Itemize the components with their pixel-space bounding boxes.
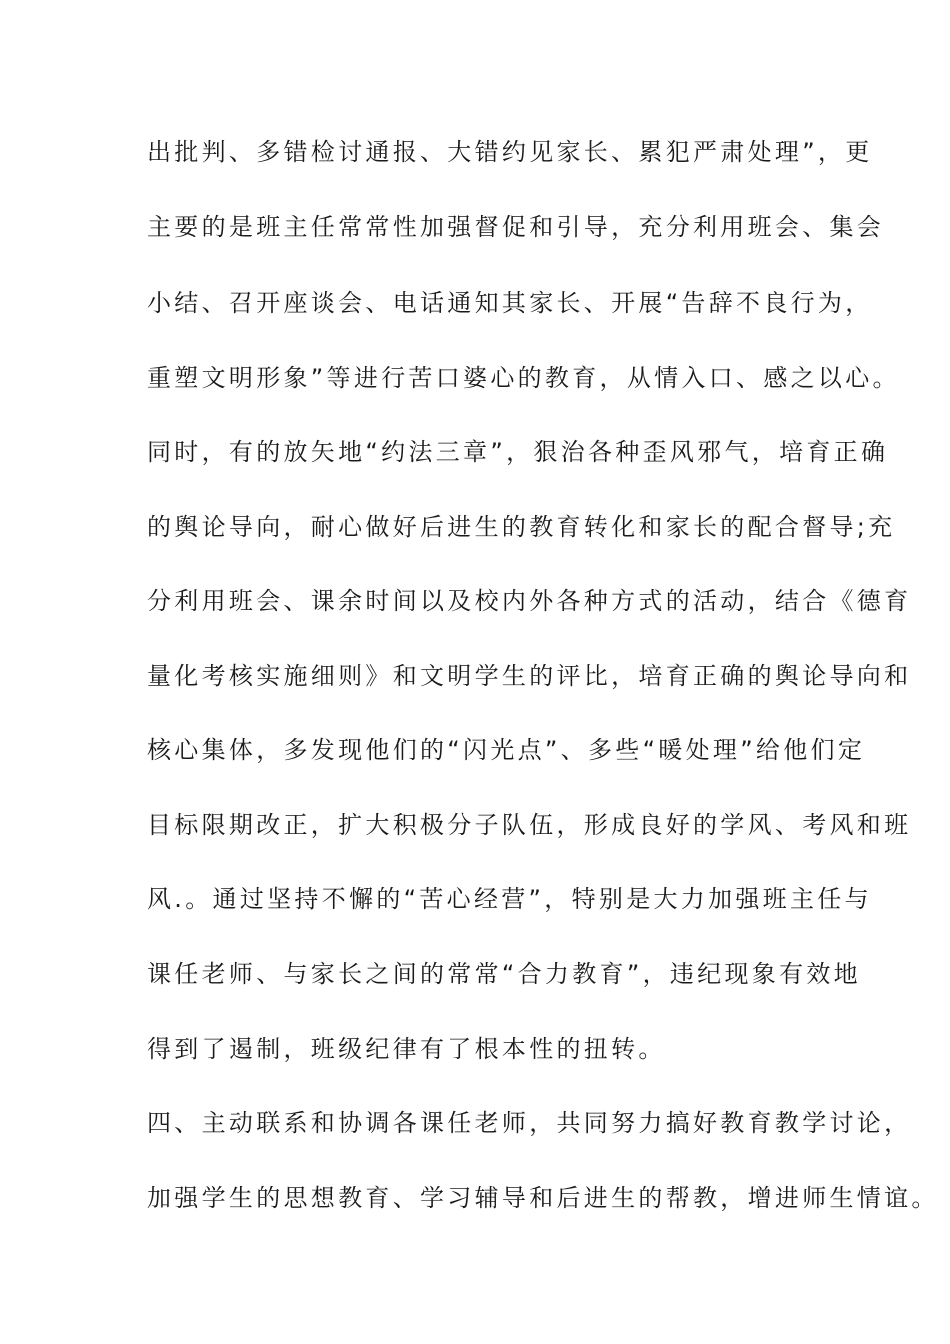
text-line: 量化考核实施细则》和文明学生的评比，培育正确的舆论导向和: [147, 662, 912, 690]
text-line: 课任老师、与家长之间的常常“合力教育”，违纪现象有效地: [147, 960, 861, 988]
text-line: 分利用班会、课余时间以及校内外各种方式的活动，结合《德育: [147, 587, 912, 615]
text-line: 出批判、多错检讨通报、大错约见家长、累犯严肃处理”，更: [147, 138, 873, 166]
text-line: 同时，有的放矢地“约法三章”，狠治各种歪风邪气，培育正确: [147, 438, 889, 466]
text-line: 风.。通过坚持不懈的“苦心经营”，特别是大力加强班主任与: [147, 885, 872, 913]
text-line: 小结、召开座谈会、电话通知其家长、开展“告辞不良行为，: [147, 289, 873, 317]
text-line: 四、主动联系和协调各课任老师，共同努力搞好教育教学讨论，: [147, 1109, 912, 1137]
text-line: 得到了遏制，班级纪律有了根本性的扭转。: [147, 1035, 666, 1063]
text-line: 的舆论导向，耐心做好后进生的教育转化和家长的配合督导;充: [147, 513, 896, 541]
text-line: 主要的是班主任常常性加强督促和引导，充分利用班会、集会: [147, 213, 885, 241]
text-line: 重塑文明形象”等进行苦口婆心的教育，从情入口、感之以心。: [147, 364, 900, 392]
text-line: 核心集体，多发现他们的“闪光点”、多些“暖处理”给他们定: [147, 736, 866, 764]
text-line: 目标限期改正，扩大积极分子队伍，形成良好的学风、考风和班: [147, 811, 912, 839]
text-line: 加强学生的思想教育、学习辅导和后进生的帮教，增进师生情谊。: [147, 1184, 939, 1212]
